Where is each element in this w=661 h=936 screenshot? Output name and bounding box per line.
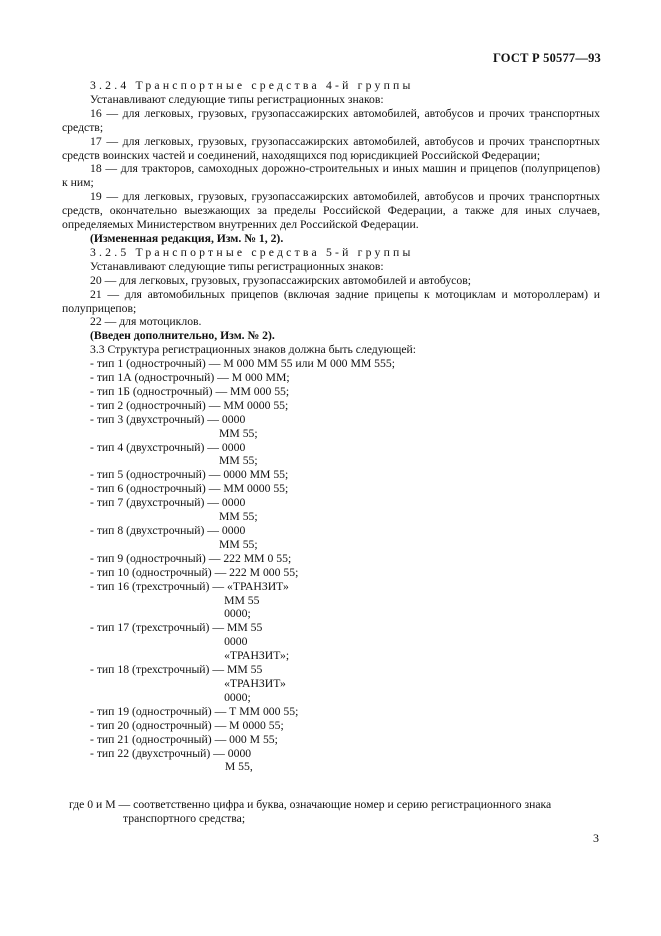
plate-type-continuation: 0000;: [224, 690, 251, 704]
plate-type-continuation: М 55,: [224, 760, 253, 774]
plate-type-item: - тип 8 (двухстрочный) — 0000: [90, 524, 246, 537]
plate-type-item: - тип 1Б (однострочный) — ММ 000 55;: [90, 384, 290, 398]
plate-type-item: - тип 5 (однострочный) — 0000 ММ 55;: [90, 468, 289, 482]
paragraph-type-21: 21 — для автомобильных прицепов (включая задние прицепы к мотоциклам и мотороллерам) и полуприцепов;: [62, 287, 600, 315]
plate-type-continuation: 0000;: [224, 607, 251, 621]
legend-footnote-line-2: транспортного средства;: [123, 812, 246, 826]
paragraph-type-17: 17 — для легковых, грузовых, грузопассажирских автомобилей, автобусов и прочих транспортных средств воинских частей и соединений, находящихся под юрисдикцией Российской Федерации;: [62, 134, 600, 162]
plate-type-item: - тип 10 (однострочный) — 222 М 000 55;: [90, 565, 299, 579]
page-number: 3: [593, 831, 599, 845]
plate-type-item: - тип 17 (трехстрочный) — ММ 55: [90, 621, 263, 635]
document-id-header: ГОСТ Р 50577—93: [492, 51, 601, 65]
paragraph-type-20: 20 — для легковых, грузовых, грузопассажирских автомобилей и автобусов;: [90, 273, 471, 287]
section-3-2-5-intro: Устанавливают следующие типы регистрационных знаков:: [90, 259, 384, 273]
plate-type-continuation: ММ 55;: [219, 426, 258, 440]
paragraph-type-16: 16 — для легковых, грузовых, грузопассажирских автомобилей, автобусов и прочих транспортных средств;: [62, 106, 600, 134]
plate-type-item: - тип 4 (двухстрочный) — 0000: [90, 440, 246, 454]
document-body: [62, 79, 600, 826]
section-3-2-5-heading: 3.2.5 Транспортные средства 5-й группы: [90, 245, 414, 259]
plate-type-continuation: ММ 55;: [219, 454, 258, 468]
plate-type-item: - тип 16 (трехстрочный) — «ТРАНЗИТ»: [90, 579, 289, 593]
plate-type-item: - тип 1А (однострочный) — М 000 ММ;: [90, 371, 290, 385]
plate-type-continuation: 0000: [224, 635, 248, 649]
plate-type-continuation: ММ 55;: [219, 537, 258, 551]
plate-type-item: - тип 18 (трехстрочный) — ММ 55: [90, 663, 263, 677]
paragraph-type-19: 19 — для легковых, грузовых, грузопассажирских автомобилей, автобусов и прочих транспортных средств, окончательно выезжающих за пределы Российской Федерации, а также для иных случаев, определяемых Министерством внутренних дел Российской Федерации.: [62, 190, 600, 232]
plate-type-continuation: ММ 55: [224, 593, 260, 607]
amendment-note-1: (Измененная редакция, Изм. № 1, 2).: [90, 231, 284, 245]
paragraph-type-18: 18 — для тракторов, самоходных дорожно-строительных и иных машин и прицепов (полуприцепов) к ним;: [62, 162, 600, 190]
plate-type-item: - тип 3 (двухстрочный) — 0000: [90, 412, 246, 426]
section-3-2-4-intro: Устанавливают следующие типы регистрационных знаков:: [90, 92, 384, 106]
plate-type-continuation: ММ 55;: [219, 510, 258, 524]
section-3-3-heading: 3.3 Структура регистрационных знаков должна быть следующей:: [90, 343, 417, 357]
plate-type-item: - тип 1 (однострочный) — М 000 ММ 55 или М 000 ММ 555;: [90, 357, 395, 371]
amendment-note-2: (Введен дополнительно, Изм. № 2).: [90, 329, 275, 343]
plate-type-continuation: «ТРАНЗИТ»: [224, 676, 286, 690]
plate-type-item: - тип 20 (однострочный) — М 0000 55;: [90, 718, 284, 732]
paragraph-type-22: 22 — для мотоциклов.: [90, 315, 202, 329]
plate-type-item: - тип 6 (однострочный) — ММ 0000 55;: [90, 482, 289, 496]
plate-type-item: - тип 19 (однострочный) — Т ММ 000 55;: [90, 704, 299, 718]
plate-type-item: - тип 2 (однострочный) — ММ 0000 55;: [90, 398, 289, 412]
legend-footnote-line-1: где 0 и М — соответственно цифра и буква, означающие номер и серию регистрационного знака: [69, 798, 552, 812]
plate-type-item: - тип 7 (двухстрочный) — 0000: [90, 496, 246, 510]
plate-type-list: [62, 357, 600, 774]
plate-type-item: - тип 21 (однострочный) — 000 М 55;: [90, 732, 278, 746]
plate-type-continuation: «ТРАНЗИТ»;: [224, 649, 290, 663]
plate-type-item: - тип 9 (однострочный) — 222 ММ 0 55;: [90, 551, 292, 565]
plate-type-item: - тип 22 (двухстрочный) — 0000: [90, 746, 252, 760]
section-3-2-4-heading: 3.2.4 Транспортные средства 4-й группы: [90, 79, 414, 92]
